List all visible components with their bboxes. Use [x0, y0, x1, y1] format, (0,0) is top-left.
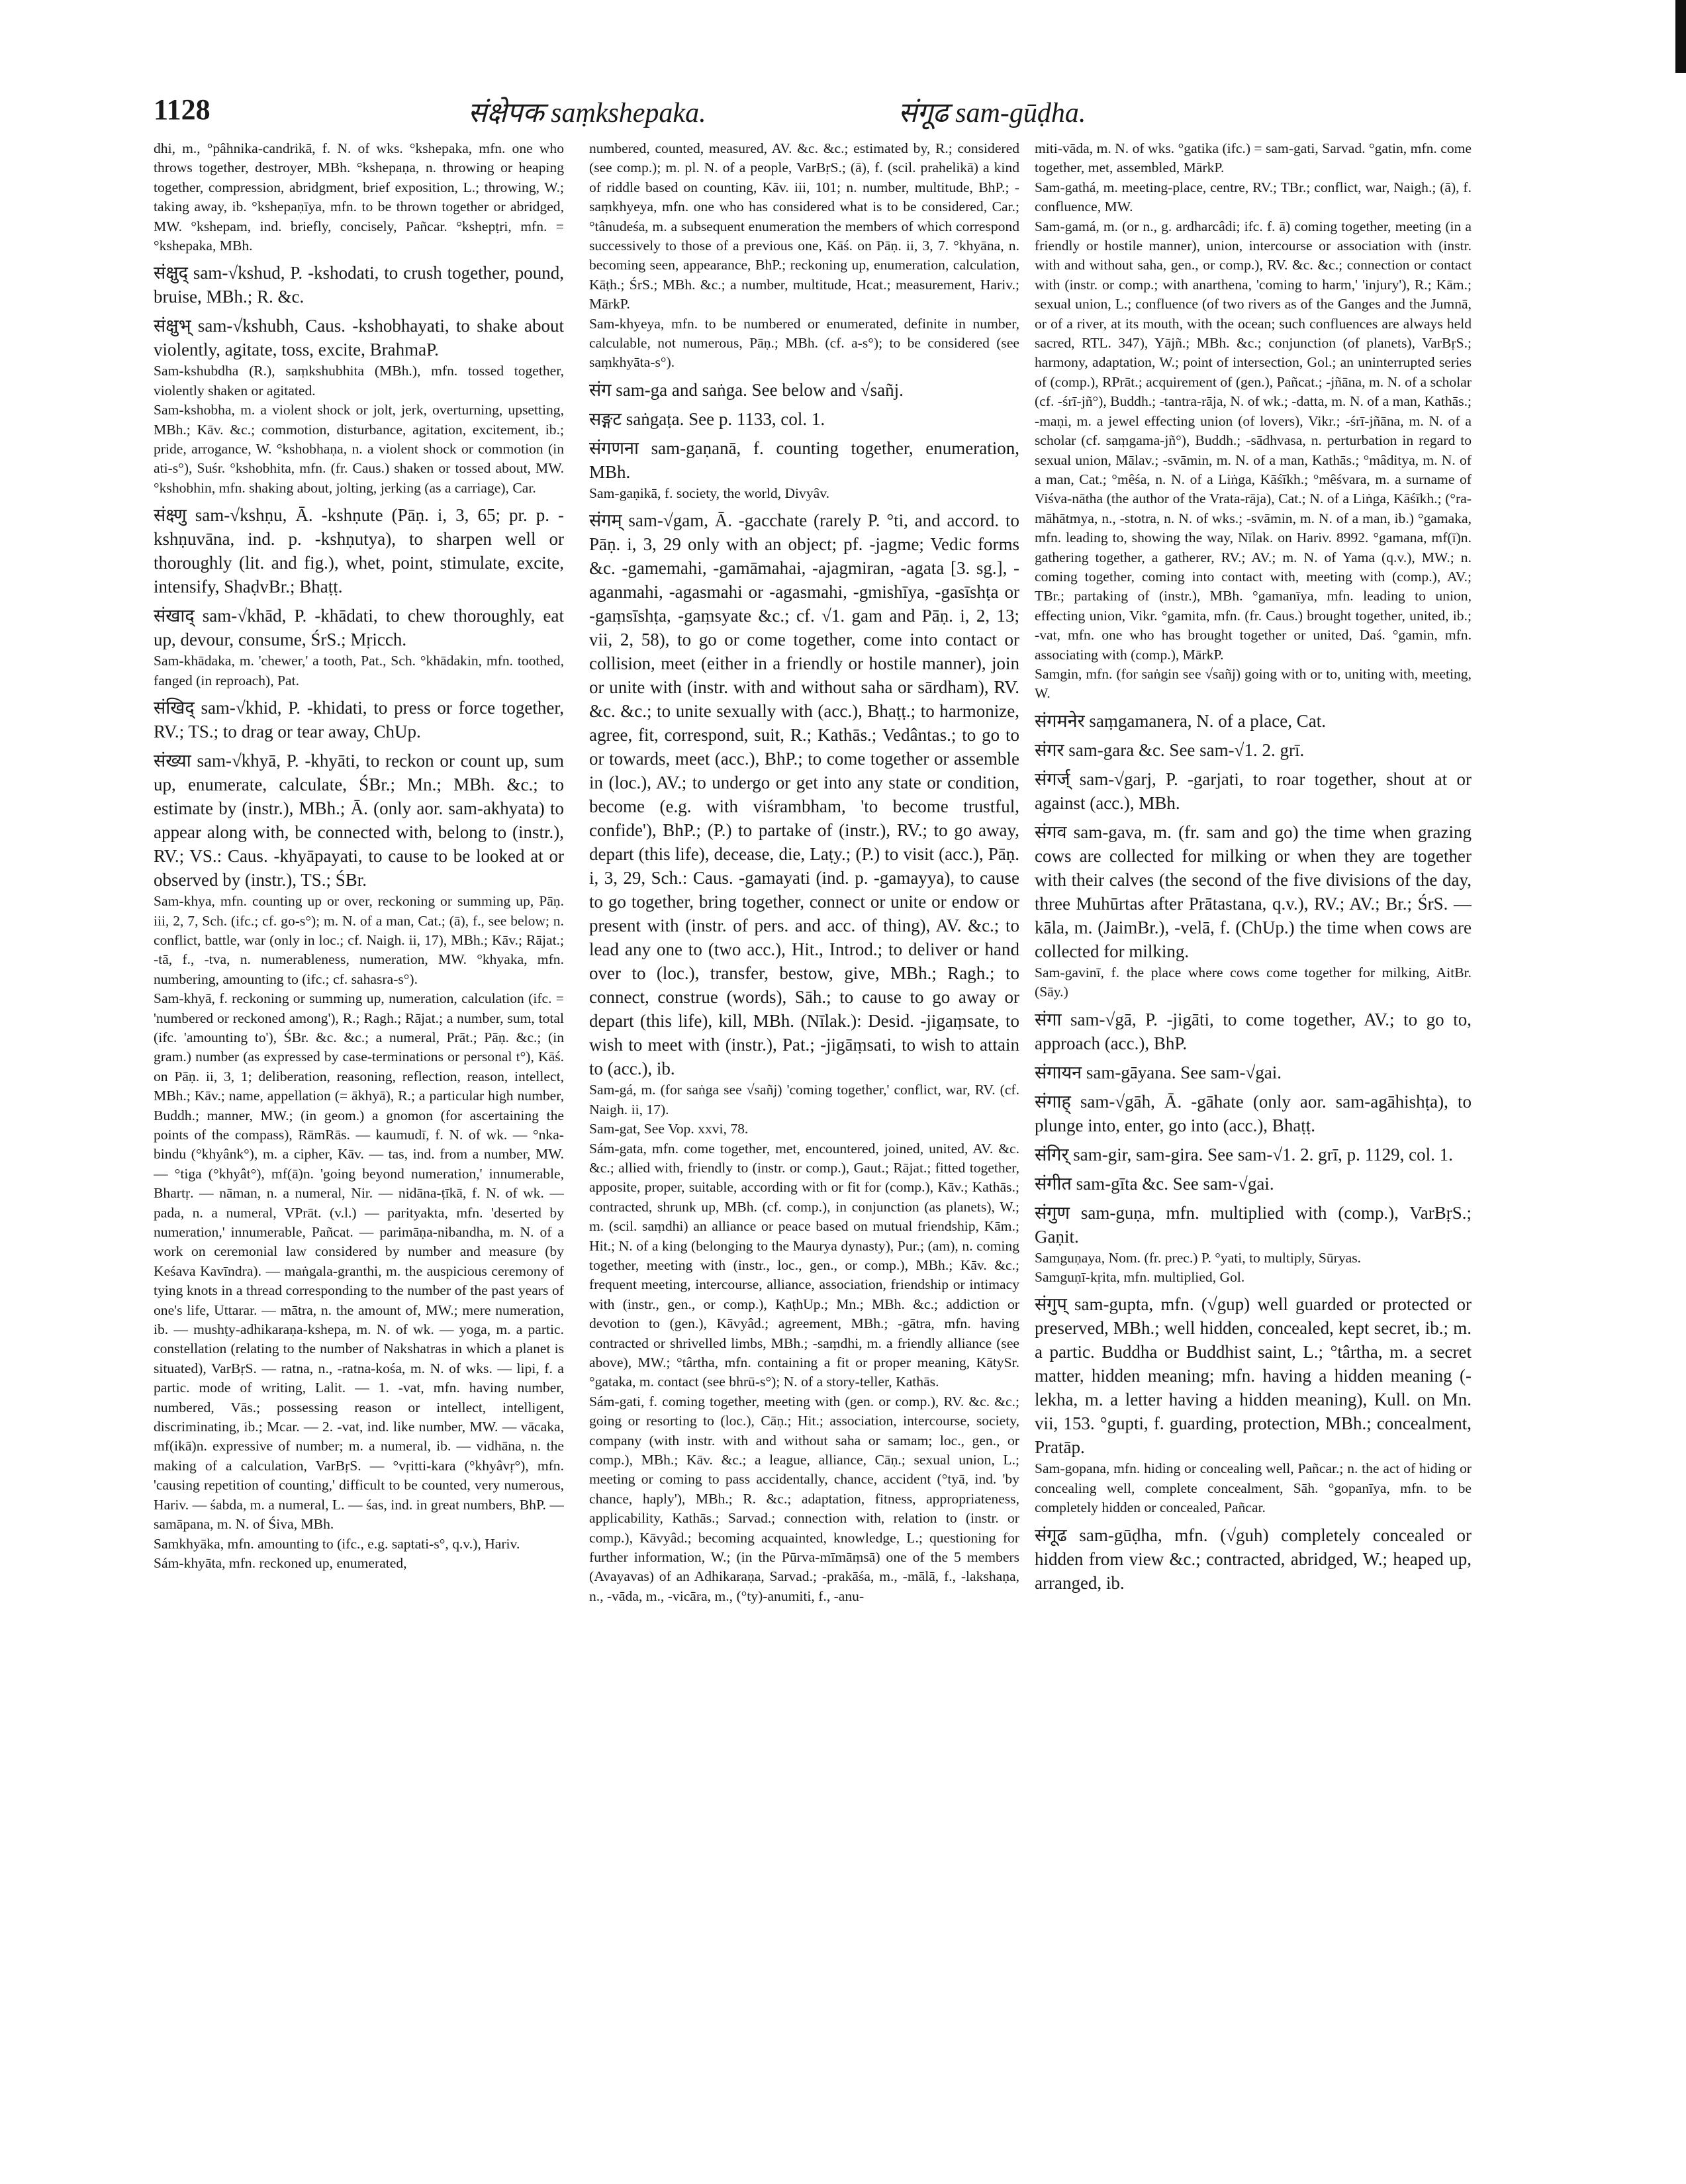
dictionary-column-1	[154, 139, 564, 2168]
dictionary-entry: Sám-gata, mfn. come together, met, encountered, joined, united, AV. &c. &c.; allied with, friendly to (instr. or comp.), Gaut.; Rājat.; fitted together, apposite, proper, suitable, according with or fit for (comp.), Kāv.; Kathās.; contracted, shrunk up, MBh. (cf. comp.), in conjunction (as planets), W.; m. (scil. saṃdhi) an alliance or peace based on mutual friendship, Kām.; Hit.; N. of a king (belonging to the Maurya dynasty), Pur.; (am), n. coming together, meeting with (instr., loc., gen., or comp.), MBh.; Kāv. &c.; frequent meeting, intercourse, alliance, association, friendship or intimacy with (instr., gen., or comp.), KaṭhUp.; Mn.; MBh. &c.; addiction or devotion to (gen.), Kāvyâd.; agreement, MBh.; -gātra, mfn. having contracted or shrivelled limbs, MBh.; -saṃdhi, m. a friendly alliance (see above), MW.; °târtha, mfn. containing a fit or proper meaning, KātySr. °gataka, m. contact (see bhrū-s°); N. of a story-teller, Kathās.	[589, 1140, 1019, 1390]
dictionary-entry: Sam-gathá, m. meeting-place, centre, RV.; TBr.; conflict, war, Naigh.; (ā), f. confluence, MW.	[1035, 179, 1472, 215]
dictionary-entry: numbered, counted, measured, AV. &c. &c.; estimated by, R.; considered (see comp.); m. pl. N. of a people, VarBṛS.; (ā), f. (scil. prahelikā) a kind of riddle based on counting, Kāv. iii, 101; n. number, multitude, BhP.; -saṃkhyeya, mfn. one who has considered what is to be considered, Car.; °tânudeśa, m. a subsequent enumeration the members of which correspond successively to those of a previous one, Kāś. on Pāṇ. ii, 3, 7. °khyāna, n. becoming seen, appearance, BhP.; reckoning up, enumeration, calculation, Kāṭh.; ŚrS.; MBh. &c.; a number, multitude, Hcat.; measurement, Hariv.; MārkP.	[589, 140, 1019, 312]
headword-entry: संगणना sam-gaṇanā, f. counting together, enumeration, MBh.	[589, 438, 1019, 482]
headword-entry: संग sam-ga and saṅga. See below and √sañj.	[589, 379, 904, 400]
dictionary-column-3	[1035, 139, 1472, 2168]
headword-entry: संगुप् sam-gupta, mfn. (√gup) well guarded or protected or preserved, MBh.; well hidden, concealed, kept secret, ib.; m. a partic. Buddha or Buddhist saint, L.; °târtha, m. a secret matter, hidden meaning; mfn. having a hidden meaning (-lekha, m. a letter having a hidden meaning), Kull. on Mn. vii, 153. °gupti, f. guarding, protection, MBh.; concealment, Pratāp.	[1035, 1294, 1472, 1458]
page-header	[154, 93, 1570, 139]
headword-entry: संगुण sam-guṇa, mfn. multiplied with (comp.), VarBṛS.; Gaṇit.	[1035, 1202, 1472, 1247]
dictionary-entry: Sam-khādaka, m. 'chewer,' a tooth, Pat., Sch. °khādakin, mfn. toothed, fanged (in reproach), Pat.	[154, 653, 564, 688]
headword-entry: संगर्ज् sam-√garj, P. -garjati, to roar together, shout at or against (acc.), MBh.	[1035, 769, 1472, 813]
dictionary-entry: Sam-kshobha, m. a violent shock or jolt, jerk, overturning, upsetting, MBh.; Kāv. &c.; commotion, disturbance, agitation, excitement, ib.; pride, arrogance, W. °kshobhaṇa, n. a violent shock or commotion (in ati-s°), Suśr. °kshobhita, mfn. (fr. Caus.) shaken or tossed about, MW. °kshobhin, mfn. shaking about, jolting, jerking (as a carriage), Car.	[154, 402, 564, 496]
running-head-right: संगूढ sam-gūḍha.	[898, 98, 1086, 128]
headword-entry: संगमनेर saṃgamanera, N. of a place, Cat.	[1035, 710, 1326, 731]
headword-entry: संगर sam-gara &c. See sam-√1. 2. grī.	[1035, 739, 1305, 760]
dictionary-entry: Sam-gaṇikā, f. society, the world, Divyâv.	[589, 485, 830, 501]
page-number: 1128	[154, 93, 211, 126]
dictionary-entry: Sam-khyā, f. reckoning or summing up, numeration, calculation (ifc. = 'numbered or reckoned among'), R.; Ragh.; Rājat.; a number, sum, total (ifc. 'amounting to'), ŚBr. &c. &c.; a numeral, Prāt.; Pāṇ. &c.; (in gram.) number (as expressed by case-terminations or personal t°), Kāś. on Pāṇ. ii, 3, 1; deliberation, reasoning, reflection, reason, intellect, MBh.; Kāv.; name, appellation (= ākhyā), R.; a particular high number, Buddh.; manner, MW.; (in geom.) a gnomon (for ascertaining the points of the compass), RāmRās. — kaumudī, f. N. of wk. — °nka-bindu (°khyânk°), m. a cipher, Kāv. — tas, ind. from a number, MW. — °tiga (°khyât°), mf(ā)n. 'going beyond numeration,' innumerable, Bhartṛ. — nāman, n. a numeral, Nir. — nidāna-ṭīkā, f. N. of wk. — pada, n. a numeral, VPrāt. (v.l.) — parityakta, mfn. 'deserted by numeration,' innumerable, Pañcat. — parimāṇa-nibandha, m. N. of a work on ceremonial law considered by number and measure (by Keśava Kavīndra). — maṅgala-granthi, m. the auspicious ceremony of tying knots in a thread corresponding to the number of the past years of one's life, Uttarar. — mātra, n. the amount of, MW.; mere numeration, ib. — mushṭy-adhikaraṇa-kshepa, m. N. of wk. — yoga, m. a partic. constellation (relating to the number of Nakshatras in which a planet is situated), VarBṛS. — ratna, n., -ratna-kośa, m. N. of wks. — lipi, f. a partic. mode of writing, Lalit. — 1. -vat, mfn. having number, numbered, Vās.; possessing reason or intellect, intelligent, discriminating, ib.; Mcar. — 2. -vat, ind. like number, MW. — vācaka, mf(ikā)n. expressive of number; m. a numeral, ib. — vidhāna, n. the making of a calculation, VarBṛS. — °vṛitti-kara (°khyâvṛ°), mfn. 'causing repetition of counting,' difficult to be counted, very numerous, Hariv. — śabda, m. a numeral, L. — śas, ind. in great numbers, BhP. — samāpana, m. N. of Śiva, MBh.	[154, 990, 564, 1533]
headword-entry: संक्ष्णु sam-√kshṇu, Ā. -kshṇute (Pāṇ. i, 3, 65; pr. p. -kshṇuvāna, ind. p. -kshṇutya), to sharpen well or thoroughly (lit. and fig.), whet, point, stimulate, excite, intensify, ShaḍvBr.; Bhaṭṭ.	[154, 505, 564, 597]
headword-entry: संगीत sam-gīta &c. See sam-√gai.	[1035, 1173, 1274, 1194]
headword-entry: संगम् sam-√gam, Ā. -gacchate (rarely P. °ti, and accord. to Pāṇ. i, 3, 29 only with an object; pf. -jagme; Vedic forms &c. -gamemahi, -gamāmahai, -ajagmiran, -agata [3. sg.], -aganmahi, -agasmahi or -agasmahi, -gmishīya, -gasīshṭa or -gaṃsīshṭa, -gaṃsyate &c.; cf. √1. gam and Pāṇ. i, 2, 13; vii, 2, 58), to go or come together, come into contact or collision, meet (either in a friendly or hostile manner), join or unite with (instr. with and without saha or sārdham), RV. &c. &c.; to unite sexually with (acc.), Bhaṭṭ.; to harmonize, agree, fit, correspond, suit, R.; Kathās.; Vedântas.; to go to or towards, meet (acc.), BhP.; to come together or assemble in (loc.), AV.; to undergo or get into any state or condition, become (e.g. with viśrambham, 'to become trustful, confide'), BhP.; (P.) to partake of (instr.), RV.; to go away, depart (this life), decease, die, Laṭy.; (P.) to visit (acc.), Pāṇ. i, 3, 29, Sch.: Caus. -gamayati (ind. p. -gamayya), to cause to go together, bring together, connect or unite or endow or present with (instr. of pers. and acc. of thing), AV. &c.; to lead any one to (two acc.), Hit., Introd.; to deliver or hand over to (loc.), transfer, bestow, give, MBh.; Ragh.; to connect, construe (words), Sāh.; to cause to go away or depart (this life), kill, MBh. (Nīlak.): Desid. -jigaṃsate, to wish to meet with (instr.), Pat.; -jigāṃsati, to wish to attain to (acc.), ib.	[589, 510, 1019, 1079]
headword-entry: संगा sam-√gā, P. -jigāti, to come together, AV.; to go to, approach (acc.), BhP.	[1035, 1009, 1472, 1053]
running-head-left: संक्षेपक saṃkshepaka.	[468, 98, 706, 128]
dictionary-entry: Samgin, mfn. (for saṅgin see √sañj) going with or to, uniting with, meeting, W.	[1035, 665, 1472, 702]
dictionary-entry: Samkhyāka, mfn. amounting to (ifc., e.g. saptati-s°, q.v.), Hariv.	[154, 1535, 520, 1552]
dictionary-entry: Sam-gá, m. (for saṅga see √sañj) 'coming together,' conflict, war, RV. (cf. Naigh. ii, 17).	[589, 1082, 1019, 1117]
dictionary-entry: Sam-kshubdha (R.), saṃkshubhita (MBh.), mfn. tossed together, violently shaken or agitated.	[154, 363, 564, 399]
headword-entry: संगाह् sam-√gāh, Ā. -gāhate (only aor. sam-agāhishṭa), to plunge into, enter, go into (acc.), Bhaṭṭ.	[1035, 1091, 1472, 1135]
headword-entry: संख्या sam-√khyā, P. -khyāti, to reckon or count up, sum up, enumerate, calculate, ŚBr.; Mn.; MBh. &c.; to estimate by (instr.), MBh.; Ā. (only aor. sam-akhyata) to appear along with, be connected with, belong to (instr.), RV.; VS.: Caus. -khyāpayati, to cause to be looked at or observed by (instr.), TS.; ŚBr.	[154, 751, 564, 890]
dictionary-entry: Samguṇaya, Nom. (fr. prec.) P. °yati, to multiply, Sūryas.	[1035, 1249, 1362, 1266]
dictionary-entry: Sam-gopana, mfn. hiding or concealing well, Pañcar.; n. the act of hiding or concealing well, complete concealment, Sāh. °gopanīya, mfn. to be completely hidden or concealed, Pañcar.	[1035, 1460, 1472, 1516]
headword-entry: संखाद् sam-√khād, P. -khādati, to chew thoroughly, eat up, devour, consume, ŚrS.; Mṛicch.	[154, 606, 564, 650]
dictionary-entry: Sam-khya, mfn. counting up or over, reckoning or summing up, Pāṇ. iii, 2, 7, Sch. (ifc.; cf. go-s°); m. N. of a man, Cat.; (ā), f., see below; n. conflict, battle, war (only in loc.; cf. Naigh. ii, 17), MBh.; Kāv.; Rājat.; -tā, f., -tva, n. numerableness, numeration, MW. °khyaka, mfn. numbering, amounting to (ifc.; cf. sahasra-s°).	[154, 893, 564, 987]
dictionary-column-2	[589, 139, 1019, 2168]
dictionary-entry: Sám-khyāta, mfn. reckoned up, enumerated,	[154, 1554, 407, 1571]
dictionary-entry: Sam-gamá, m. (or n., g. ardharcâdi; ifc. f. ā) coming together, meeting (in a friendly or hostile manner), union, intercourse or association with (instr. with and without saha, gen., or comp.), RV. &c. &c.; connection or contact with (instr. or comp.; with anarthena, 'coming to harm,' 'injury'), R.; Kām.; sexual union, L.; confluence (of two rivers as of the Ganges and the Jumnā, or of a river, at its mouth, with the ocean; such confluences are always held sacred, RTL. 347), Yājñ.; MBh. &c.; conjunction (of planets), VarBṛS.; harmony, adaptation, W.; point of intersection, Gol.; an uninterrupted series of (comp.), RPrāt.; acquirement of (gen.), Pañcat.; -jñāna, m. N. of a scholar (cf. -śrī-jñ°), Buddh.; -tantra-rāja, N. of wk.; -datta, m. N. of a man, Kathās.; -maṇi, m. a jewel effecting union (of lovers), Vikr.; -śrī-jñāna, m. N. of a scholar (cf. saṃgama-jñ°), Buddh.; -sādhvasa, n. perturbation in regard to sexual union, Mālav.; -svāmin, m. N. of a man, Kathās.; °mâditya, m. N. of a man, Cat.; °mêśa, n. N. of a Liṅga, Kāśīkh.; °mêśvara, m. a surname of Viśva-nātha (the author of the Vrata-rāja), Cat.; N. of a Liṅga, Kāśīkh.; (°ra-māhātmya, n., -stotra, n. N. of wks.; -svāmin, m. N. of a man, ib.) °gamaka, mfn. leading to, showing the way, Nīlak. on Hariv. 8992. °gamana, mf(ī)n. gathering together, a gatherer, RV.; AV.; m. N. of Yama (q.v.), MW.; n. coming together, coming into contact with, meeting with (comp.), AV.; TBr.; partaking of (instr.), MBh. °gamanīya, mfn. leading to union, effecting union, Vikr. °gamita, mfn. (fr. Caus.) brought together, united, ib.; -vat, mfn. one who has brought together or united, Daś. °gamin, mfn. associating with (comp.), MārkP.	[1035, 218, 1472, 663]
dictionary-entry: Sam-khyeya, mfn. to be numbered or enumerated, definite in number, calculable, not numerous, Pāṇ.; MBh. (cf. a-s°); to be considered (see saṃkhyāta-s°).	[589, 315, 1019, 371]
dictionary-entry: dhi, m., °pâhnika-candrikā, f. N. of wks. °kshepaka, mfn. one who throws together, destroyer, MBh. °kshepaṇa, n. throwing or heaping together, compression, abridgment, brief exposition, L.; throwing, W.; taking away, ib. °kshepaṇīya, mfn. to be thrown together or abridged, MW. °kshepam, ind. briefly, concisely, Pañcar. °kshepṭri, mfn. = °kshepaka, MBh.	[154, 140, 564, 254]
headword-entry: संक्षुभ् sam-√kshubh, Caus. -kshobhayati, to shake about violently, agitate, toss, excite, BrahmaP.	[154, 316, 564, 360]
page-edge-mark	[1675, 0, 1686, 73]
dictionary-entry: Sam-gavinī, f. the place where cows come together for milking, AitBr. (Sāy.)	[1035, 964, 1472, 1000]
headword-entry: संगायन sam-gāyana. See sam-√gai.	[1035, 1062, 1282, 1082]
headword-entry: सङ्गट saṅgaṭa. See p. 1133, col. 1.	[589, 408, 825, 429]
headword-entry: संगिर् sam-gir, sam-gira. See sam-√1. 2. grī, p. 1129, col. 1.	[1035, 1144, 1453, 1164]
headword-entry: संगूढ sam-gūḍha, mfn. (√guh) completely concealed or hidden from view &c.; contracted, abridged, W.; heaped up, arranged, ib.	[1035, 1525, 1472, 1593]
dictionary-entry: Samguṇī-kṛita, mfn. multiplied, Gol.	[1035, 1269, 1245, 1285]
headword-entry: संखिद् sam-√khid, P. -khidati, to press or force together, RV.; TS.; to drag or tear away, ChUp.	[154, 698, 564, 742]
headword-entry: संगव sam-gava, m. (fr. sam and go) the time when grazing cows are collected for milking or when they are together with their calves (the second of the five divisions of the day, three Muhūrtas after Prātastana, q.v.), RV.; AV.; Br.; ŚrS. — kāla, m. (JaimBr.), -velā, f. (ChUp.) the time when cows are collected for milking.	[1035, 822, 1472, 961]
dictionary-entry: miti-vāda, m. N. of wks. °gatika (ifc.) = sam-gati, Sarvad. °gatin, mfn. come together, met, assembled, MārkP.	[1035, 140, 1472, 176]
dictionary-entry: Sám-gati, f. coming together, meeting with (gen. or comp.), RV. &c. &c.; going or resorting to (loc.), Cāṇ.; Hit.; association, intercourse, society, company (with instr. with and without saha or samam; loc., gen., or comp.), MBh.; Kāv. &c.; a league, alliance, Cāṇ.; sexual union, L.; meeting or coming to pass accidentally, chance, accident (°tyā, ind. 'by chance, haply'), MBh.; R. &c.; adaptation, fitness, appropriateness, applicability, Kathās.; Sarvad.; connection with, relation to (instr. or comp.), Kāvyâd.; becoming acquainted, knowledge, L.; questioning for further information, W.; (in the Pūrva-mīmāṃsā) one of the 5 members (Avayavas) of an Adhikaraṇa, Sarvad.; -prakāśa, m., -mālā, f., -lakshaṇa, n., -vāda, m., -vicāra, m., (°ty)-anumiti, f., -anu-	[589, 1393, 1019, 1604]
dictionary-entry: Sam-gat, See Vop. xxvi, 78.	[589, 1121, 749, 1137]
headword-entry: संक्षुद् sam-√kshud, P. -kshodati, to crush together, pound, bruise, MBh.; R. &c.	[154, 263, 564, 307]
